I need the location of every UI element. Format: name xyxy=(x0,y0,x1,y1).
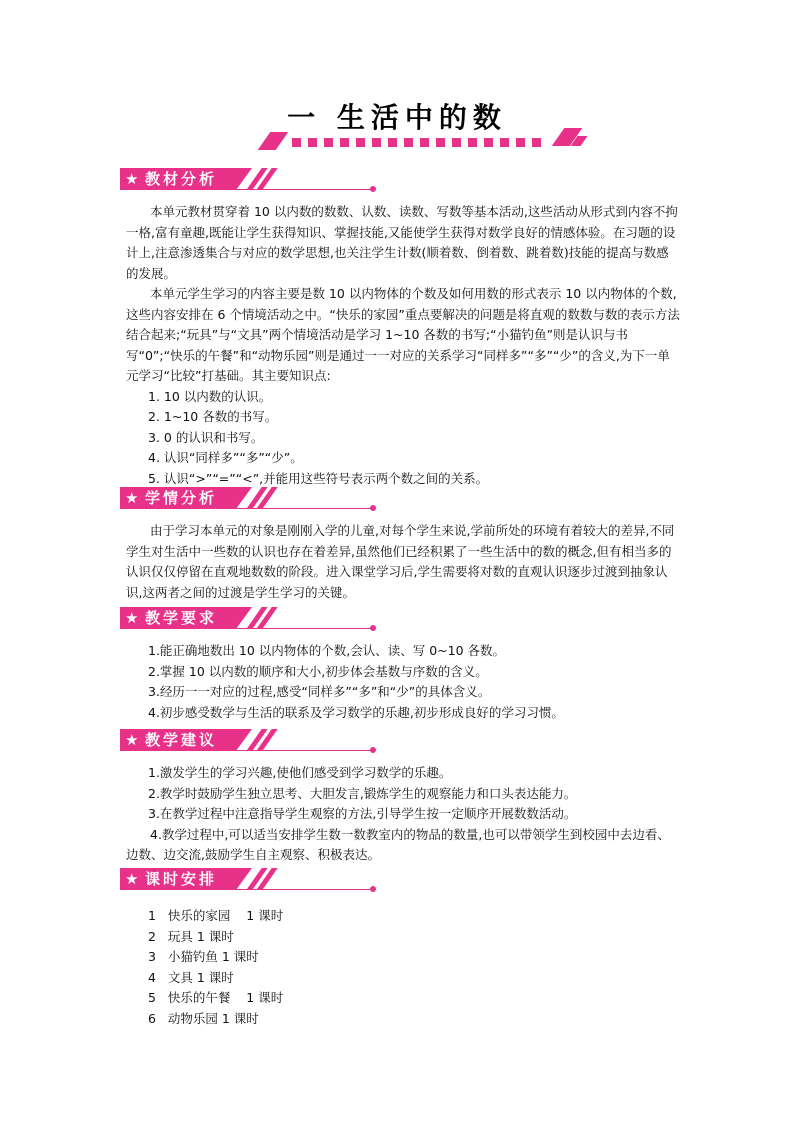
schedule-list xyxy=(120,906,680,1029)
schedule-row xyxy=(120,968,680,989)
list-item: 4.初步感受数学与生活的联系及学习数学的乐趣,初步形成良好的学习习惯。 xyxy=(148,704,564,720)
list-item: 1.激发学生的学习兴趣,使他们感受到学习数学的乐趣。 xyxy=(148,765,452,780)
star-icon: ★ xyxy=(125,170,139,188)
schedule-row xyxy=(120,1009,680,1030)
lesson-hours: 1 课时 xyxy=(221,949,259,964)
section-analysis xyxy=(120,168,680,489)
section-title: 课时安排 xyxy=(145,870,218,888)
star-icon: ★ xyxy=(125,609,139,627)
lesson-number: 2 xyxy=(148,928,156,944)
list-item: 2.掌握 10 以内数的顺序和大小,初步体会基数与序数的含义。 xyxy=(148,663,488,679)
star-icon: ★ xyxy=(125,870,139,888)
list-item: 4. 认识“同样多”“多”“少”。 xyxy=(148,450,303,465)
list-item: 3.在教学过程中注意指导学生观察的方法,引导学生按一定顺序开展数数活动。 xyxy=(148,806,577,821)
list-item: 3. 0 的认识和书写。 xyxy=(148,429,264,445)
lesson-name: 文具 xyxy=(167,969,193,985)
lesson-hours: 1 课时 xyxy=(221,1010,259,1026)
list-item: 4.教学过程中,可以适当安排学生数一数教室内的物品的数量,也可以带领学生到校园中去边看、边数、边交流,鼓励学生自主观察、积极表达。 xyxy=(126,826,670,862)
lesson-hours: 1 课时 xyxy=(246,990,284,1005)
section-header xyxy=(120,487,680,511)
star-icon: ★ xyxy=(125,489,139,507)
section-header xyxy=(120,607,680,631)
section-header xyxy=(120,729,680,753)
paragraph: 由于学习本单元的对象是刚刚入学的儿童,对每个学生来说,学前所处的环境有着较大的差异,不同学生对生活中一些数的认识也存在着差异,虽然他们已经积累了一些生活中的数的概念,但有相当多的认识仅仅停留在直观地数数的阶段。进入课堂学习后,学生需要将对数的直观认识逐步过渡到抽象认识,这两者之间的过渡是学生学习的关键。 xyxy=(126,523,675,600)
list-item: 1. 10 以内数的认识。 xyxy=(148,388,272,404)
section-header xyxy=(120,168,680,192)
section-title: 教材分析 xyxy=(145,170,218,188)
list-item: 5. 认识“>”“=”“<”,并能用这些符号表示两个数之间的关系。 xyxy=(148,470,489,486)
lesson-name: 快乐的午餐 xyxy=(167,990,231,1005)
schedule-row xyxy=(120,906,680,927)
list-item: 1.能正确地数出 10 以内物体的个数,会认、读、写 0~10 各数。 xyxy=(148,643,506,658)
section-suggestions xyxy=(120,729,680,866)
section-schedule xyxy=(120,868,680,1029)
lesson-name: 动物乐园 xyxy=(167,1010,218,1026)
lesson-name: 快乐的家园 xyxy=(167,908,231,923)
lesson-number: 5 xyxy=(148,990,156,1005)
schedule-row xyxy=(120,927,680,948)
lesson-hours: 1 课时 xyxy=(246,908,284,923)
list-item: 2. 1~10 各数的书写。 xyxy=(148,409,278,424)
lesson-number: 4 xyxy=(148,969,156,985)
lesson-name: 小猫钓鱼 xyxy=(167,949,218,964)
section-title: 教学要求 xyxy=(145,609,218,627)
lesson-hours: 1 课时 xyxy=(196,969,234,985)
section-header xyxy=(120,868,680,892)
list-item: 2.教学时鼓励学生独立思考、大胆发言,锻炼学生的观察能力和口头表达能力。 xyxy=(148,785,577,801)
section-requirements xyxy=(120,607,680,723)
schedule-row xyxy=(120,947,680,968)
lesson-number: 6 xyxy=(148,1010,156,1026)
page-title: 一 生活中的数 xyxy=(287,101,507,134)
paragraph: 本单元教材贯穿着 10 以内数的数数、认数、读数、写数等基本活动,这些活动从形式到内容不拘一格,富有童趣,既能让学生获得知识、掌握技能,又能使学生获得对数学良好的情感体验。在习题的设计上,注意渗透集合与对应的数学思想,也关注学生计数(顺着数、倒着数、跳着数)技能的提高与数感的发展。 xyxy=(126,204,678,281)
lesson-number: 3 xyxy=(148,949,156,964)
section-title: 学情分析 xyxy=(145,489,218,507)
list-item: 3.经历一一对应的过程,感受“同样多”“多”和“少”的具体含义。 xyxy=(148,684,491,699)
schedule-row xyxy=(120,988,680,1009)
lesson-hours: 1 课时 xyxy=(196,928,234,944)
section-students xyxy=(120,487,680,603)
lesson-name: 玩具 xyxy=(167,928,193,944)
star-icon: ★ xyxy=(125,731,139,749)
title-decoration xyxy=(258,128,588,154)
lesson-number: 1 xyxy=(148,908,156,923)
section-title: 教学建议 xyxy=(145,731,218,749)
paragraph: 本单元学生学习的内容主要是数 10 以内物体的个数及如何用数的形式表示 10 以内物体的个数,这些内容安排在 6 个情境活动之中。“快乐的家园”重点要解决的问题是将直观的数数与数的表示方法结合起来;“玩具”与“文具”两个情境活动是学习 1~10 各数的书写;“小猫钓鱼”则是认识与书写“0”;“快乐的午餐”和“动物乐园”则是通过一一对应的关系学习“同样多”“多”“少”的含义,为下一单元学习“比较”打基础。其主要知识点: xyxy=(126,286,680,383)
